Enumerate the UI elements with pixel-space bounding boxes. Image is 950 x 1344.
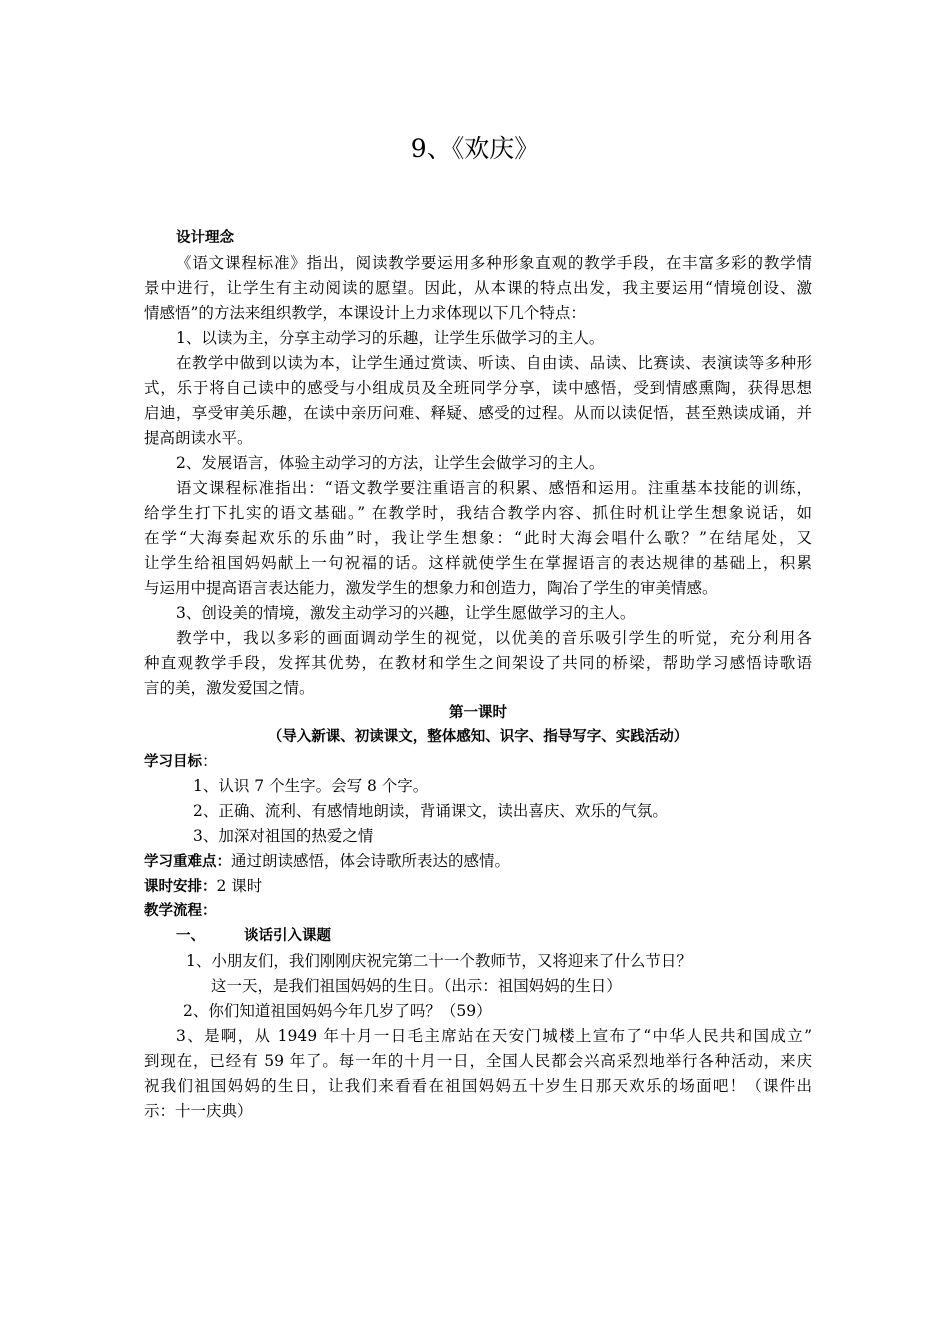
time-arrangement xyxy=(144,876,812,897)
goals-colon: ： xyxy=(202,752,218,770)
paragraph-line: 教学中，我以多彩的画面调动学生的视觉，以优美的音乐吸引学生的听觉，充分利用各 xyxy=(176,629,812,647)
paragraph-line: 语文课程标准指出：“语文教学要注重语言的积累、感悟和运用。注重基本技能的训练， xyxy=(176,479,812,497)
lesson-period-subtitle: （导入新课、初读课文，整体感知、识字、指导写字、实践活动） xyxy=(267,729,689,745)
point-heading: 2、发展语言，体验主动学习的方法，让学生会做学习的主人。 xyxy=(176,454,605,472)
step-title: 谈话引入课题 xyxy=(244,928,331,944)
paragraph-line: 给学生打下扎实的语文基础。” 在教学时，我结合教学内容、抓住时机让学生想象说话，如 xyxy=(144,504,812,522)
goal-item: 1、认识 7 个生字。会写 8 个字。 xyxy=(193,777,429,795)
time-label: 课时安排： xyxy=(144,879,217,895)
paragraph-line: 示：十一庆典） xyxy=(144,1102,253,1120)
paragraph-line: 到现在，已经有 59 年了。每一年的十月一日，全国人民都会兴高采烈地举行各种活动，来庆 xyxy=(144,1052,812,1070)
paragraph-line: 景中进行，让学生有主动阅读的愿望。因此，从本课的特点出发，我主要运用“情境创设、激 xyxy=(144,279,812,297)
flow-heading: 教学流程： xyxy=(144,903,217,919)
paragraph-line: 3、是啊，从 1949 年十月一日毛主席站在天安门城楼上宣布了“中华人民共和国成立” xyxy=(176,1027,812,1045)
goal-item: 2、正确、流利、有感情地朗读，背诵课文，读出喜庆、欢乐的气氛。 xyxy=(193,802,668,820)
key-label: 学习重难点： xyxy=(144,854,231,870)
paragraph-line: 让学生给祖国妈妈献上一句祝福的话。这样就使学生在掌握语言的表达规律的基础上，积累 xyxy=(144,554,812,572)
paragraph-line: 言的美，激发爱国之情。 xyxy=(144,679,315,697)
paragraph-line: 启迪，享受审美乐趣，在读中亲历问难、释疑、感受的过程。从而以读促悟，甚至熟读成诵，并 xyxy=(144,404,812,422)
answer-line: 这一天，是我们祖国妈妈的生日。（出示：祖国妈妈的生日） xyxy=(211,977,622,995)
lesson-title: 9、《欢庆》 xyxy=(410,134,540,163)
step-number: 一、 xyxy=(176,928,205,944)
paragraph-line: 情感悟”的方法来组织教学，本课设计上力求体现以下几个特点： xyxy=(144,304,586,322)
question-line: 1、小朋友们，我们刚刚庆祝完第二十一个教师节，又将迎来了什么节日？ xyxy=(186,952,692,970)
paragraph-line: 与运用中提高语言表达能力，激发学生的想象力和创造力，陶冶了学生的审美情感。 xyxy=(144,579,718,597)
key-points xyxy=(144,851,812,872)
point-heading: 1、以读为主，分享主动学习的乐趣，让学生乐做学习的主人。 xyxy=(176,329,605,347)
paragraph-line: 在学“大海奏起欢乐的乐曲”时，我让学生想象：“此时大海会唱什么歌？”在结尾处，又 xyxy=(144,529,812,547)
question-line: 2、你们知道祖国妈妈今年几岁了吗？（59） xyxy=(183,1002,492,1020)
paragraph-line: 提高朗读水平。 xyxy=(144,429,253,447)
time-text: 2 课时 xyxy=(216,877,263,895)
lesson-period-title: 第一课时 xyxy=(449,705,507,721)
goals-heading xyxy=(144,751,812,772)
goal-item: 3、加深对祖国的热爱之情 xyxy=(193,827,374,845)
paragraph-line: 式，乐于将自己读中的感受与小组成员及全班同学分享，读中感悟，受到情感熏陶，获得思想 xyxy=(144,379,812,397)
goals-label: 学习目标 xyxy=(144,754,202,770)
paragraph-line: 《语文课程标准》指出，阅读教学要运用多种形象直观的教学手段，在丰富多彩的教学情 xyxy=(176,254,812,272)
paragraph-line: 祝我们祖国妈妈的生日，让我们来看看在祖国妈妈五十岁生日那天欢乐的场面吧！（课件出 xyxy=(144,1077,812,1095)
point-heading: 3、创设美的情境，激发主动学习的兴趣，让学生愿做学习的主人。 xyxy=(176,604,636,622)
paragraph-line: 种直观教学手段，发挥其优势，在教材和学生之间架设了共同的桥梁，帮助学习感悟诗歌语 xyxy=(144,654,812,672)
design-heading: 设计理念 xyxy=(176,230,234,246)
paragraph-line: 在教学中做到以读为本，让学生通过赏读、听读、自由读、品读、比赛读、表演读等多种形 xyxy=(176,354,812,372)
key-text: 通过朗读感悟，体会诗歌所表达的感情。 xyxy=(231,852,511,870)
